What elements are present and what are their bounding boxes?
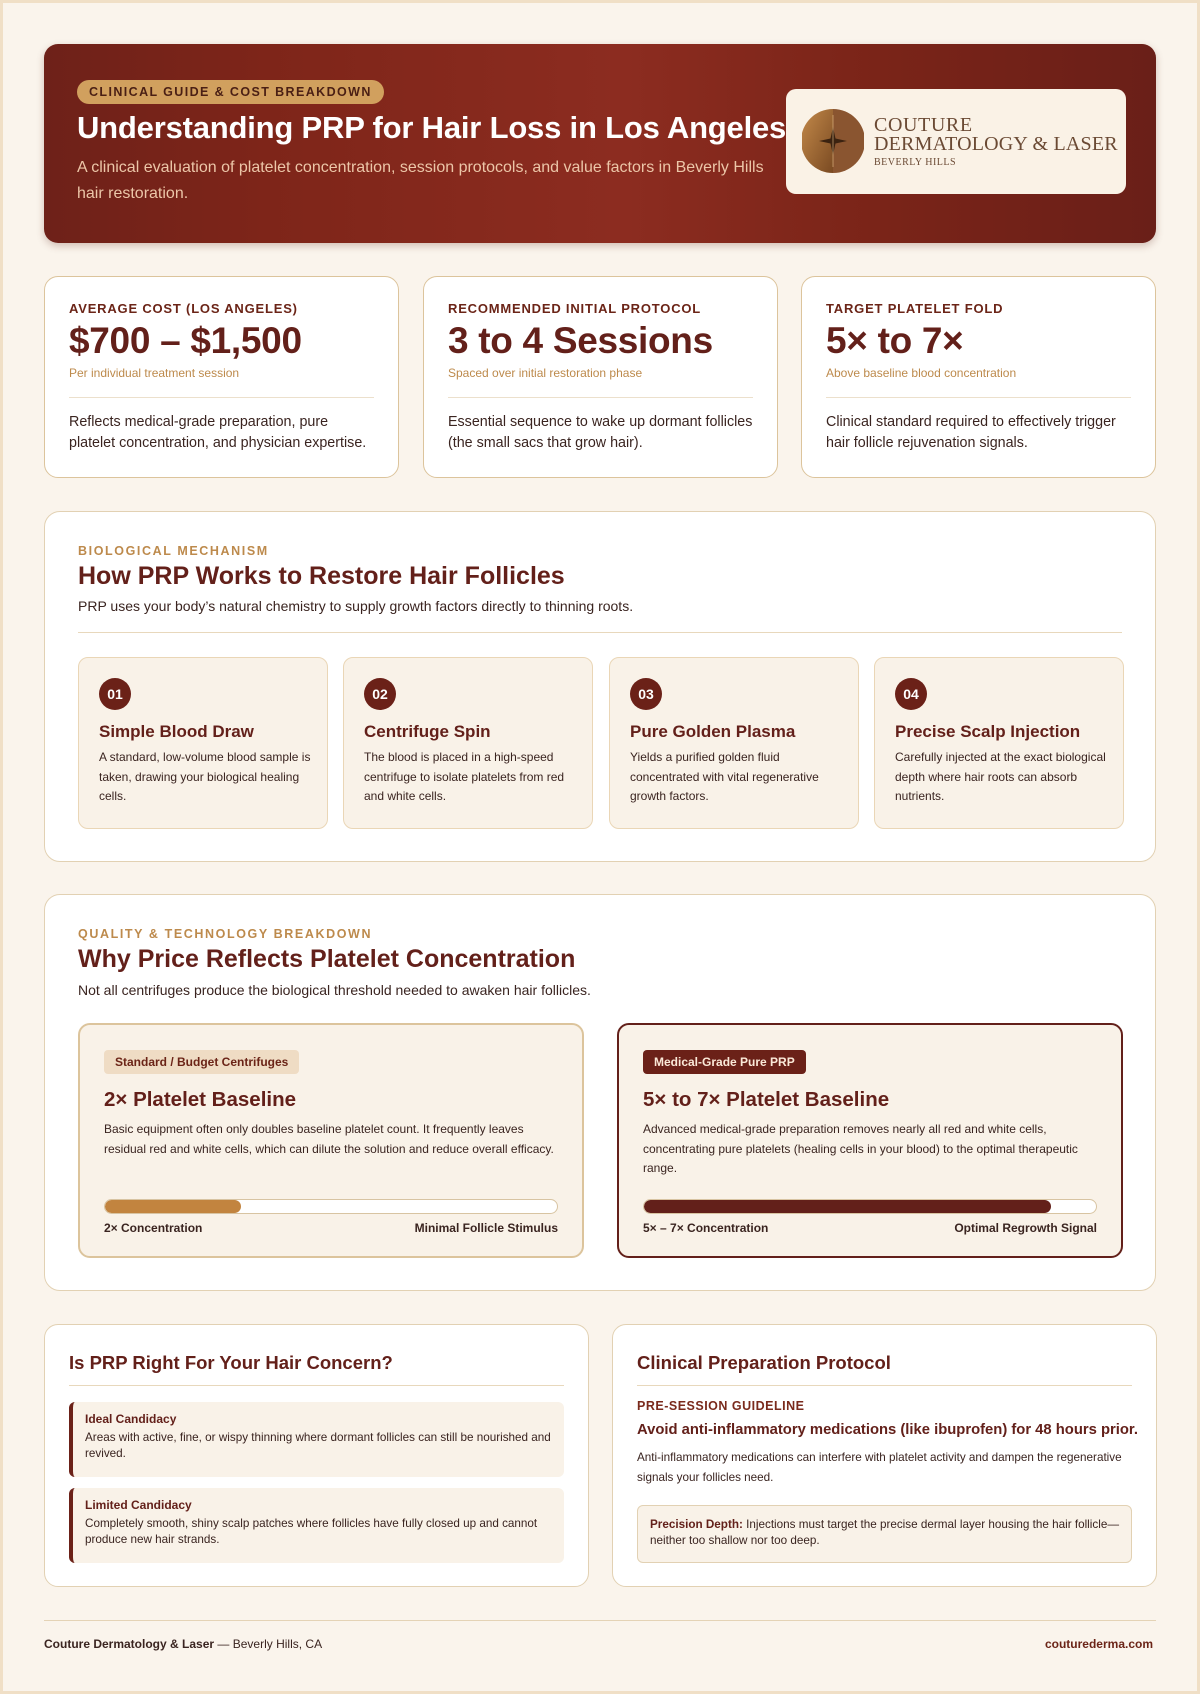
step-number: 02 [364,678,396,710]
candidacy-card [44,1324,589,1587]
hero-subtitle: A clinical evaluation of platelet concentration, session protocols, and value factors in Beverly Hills hair restoration. [77,159,764,202]
divider [69,1385,564,1386]
step-description: Yields a purified golden fluid concentrated with vital regenerative growth factors. [630,750,819,803]
card-title: Is PRP Right For Your Hair Concern? [69,1352,393,1373]
footer-brand [44,1637,322,1651]
comparison-title: 5× to 7× Platelet Baseline [643,1088,890,1111]
comparison-description: Basic equipment often only doubles baseline platelet count. It frequently leaves residual red and white cells, which can dilute the solution and reduce overall efficacy. [104,1122,554,1156]
stat-description: Essential sequence to wake up dormant follicles (the small sacs that grow hair). [448,414,753,451]
medical-comparison-card [617,1023,1123,1258]
guideline-label: PRE-SESSION GUIDELINE [637,1399,805,1413]
stat-label: AVERAGE COST (LOS ANGELES) [69,301,298,316]
candidacy-heading: Limited Candidacy [85,1498,192,1512]
stat-note: Above baseline blood concentration [826,366,1017,380]
comparison-title: 2× Platelet Baseline [104,1088,297,1111]
candidacy-item-ideal [69,1402,564,1477]
stat-value: $700 – $1,500 [69,320,302,361]
step-card-plasma [609,657,859,829]
stat-description: Reflects medical-grade preparation, pure platelet concentration, and physician expertise. [69,414,367,451]
logo-line-1: COUTURE [874,114,973,136]
concentration-bar-fill [644,1200,1051,1213]
step-description: Carefully injected at the exact biological depth where hair roots can absorb nutrients. [895,750,1106,803]
candidacy-heading: Ideal Candidacy [85,1412,177,1426]
precision-note [637,1505,1132,1563]
footer-brand-name: Couture Dermatology & Laser [44,1637,215,1651]
stat-label: TARGET PLATELET FOLD [826,301,1004,316]
step-number: 01 [99,678,131,710]
sunburst-icon [802,105,864,177]
section-title: How PRP Works to Restore Hair Follicles [78,562,565,590]
candidacy-description: Completely smooth, shiny scalp patches where follicles have fully closed up and cannot produce new hair strands. [85,1517,538,1546]
step-card-blood-draw [78,657,328,829]
page-title: Understanding PRP for Hair Loss in Los Angeles [77,110,787,145]
step-card-centrifuge [343,657,593,829]
bar-left-label: 5× – 7× Concentration [643,1221,769,1235]
page [3,3,1197,1691]
step-number: 04 [895,678,927,710]
stat-value: 5× to 7× [826,320,964,361]
candidacy-description: Areas with active, fine, or wispy thinning where dormant follicles can still be nourished and revived. [85,1431,551,1460]
stat-card-sessions [423,276,778,478]
bar-right-label: Optimal Regrowth Signal [954,1221,1097,1235]
section-title: Why Price Reflects Platelet Concentration [78,945,576,973]
stat-value: 3 to 4 Sessions [448,320,713,361]
divider [448,397,753,398]
protocol-card [612,1324,1157,1587]
card-title: Clinical Preparation Protocol [637,1352,891,1373]
step-description: The blood is placed in a high-speed centrifuge to isolate platelets from red and white cells. [364,750,565,803]
divider [69,397,374,398]
quality-section [44,894,1156,1291]
section-eyebrow: QUALITY & TECHNOLOGY BREAKDOWN [78,927,373,941]
stat-note: Per individual treatment session [69,366,240,380]
concentration-bar [643,1199,1097,1214]
step-description: A standard, low-volume blood sample is taken, drawing your biological healing cells. [99,750,311,803]
hero-banner [44,44,1156,243]
section-subtitle: PRP uses your body’s natural chemistry to supply growth factors directly to thinning roots. [78,598,634,614]
guideline-description: Anti-inflammatory medications can interfere with platelet activity and dampen the regenerative signals your follicles need. [637,1451,1122,1484]
concentration-bar [104,1199,558,1214]
hero-pill: CLINICAL GUIDE & COST BREAKDOWN [77,80,384,104]
step-card-injection [874,657,1124,829]
precision-label: Precision Depth: [650,1518,743,1531]
stat-label: RECOMMENDED INITIAL PROTOCOL [448,301,702,316]
step-title: Simple Blood Draw [99,722,254,741]
stat-description: Clinical standard required to effectively trigger hair follicle rejuvenation signals. [826,414,1116,451]
medical-tag: Medical-Grade Pure PRP [643,1050,806,1074]
section-subtitle: Not all centrifuges produce the biological threshold needed to awaken hair follicles. [78,982,591,998]
step-title: Centrifuge Spin [364,722,491,741]
comparison-description: Advanced medical-grade preparation removes nearly all red and white cells, concentrating pure platelets (healing cells in your blood) to the optimal therapeutic range. [643,1122,1078,1175]
mechanism-section [44,511,1156,862]
step-number: 03 [630,678,662,710]
step-title: Precise Scalp Injection [895,722,1081,741]
logo-line-3: BEVERLY HILLS [874,157,957,168]
precision-text: Injections must target the precise dermal layer housing the hair follicle—neither too shallow nor too deep. [650,1518,1120,1547]
section-eyebrow: BIOLOGICAL MECHANISM [78,544,269,558]
concentration-bar-fill [105,1200,241,1213]
divider [78,632,1122,633]
guideline-title: Avoid anti-inflammatory medications (like ibuprofen) for 48 hours prior. [637,1422,1138,1438]
logo-line-2: DERMATOLOGY & LASER [874,133,1118,155]
footer-location: — Beverly Hills, CA [217,1637,323,1651]
divider [826,397,1131,398]
stat-card-platelet-fold [801,276,1156,478]
budget-comparison-card [78,1023,584,1258]
bar-right-label: Minimal Follicle Stimulus [414,1221,558,1235]
candidacy-item-limited [69,1488,564,1563]
footer-divider [44,1620,1156,1621]
footer-website-link[interactable]: couturederma.com [1044,1637,1153,1651]
stat-note: Spaced over initial restoration phase [448,366,643,380]
bar-left-label: 2× Concentration [104,1221,203,1235]
budget-tag: Standard / Budget Centrifuges [104,1050,299,1074]
step-title: Pure Golden Plasma [630,722,796,741]
brand-logo[interactable] [786,89,1126,194]
divider [637,1385,1132,1386]
stat-card-cost [44,276,399,478]
